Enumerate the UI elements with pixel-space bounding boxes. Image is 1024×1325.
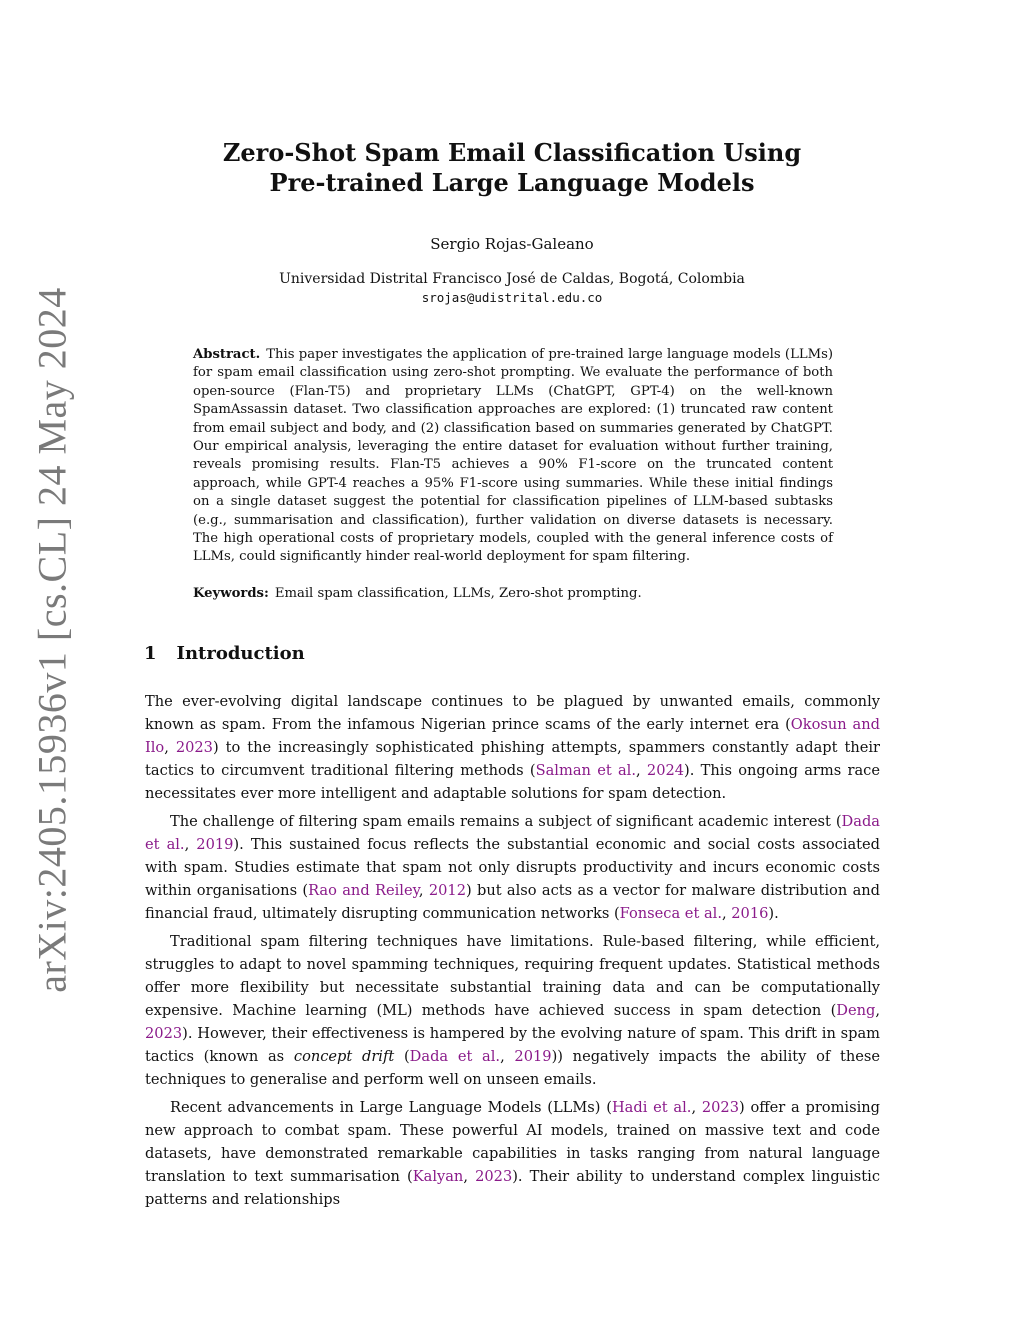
text-run: Recent advancements in Large Language Models (LLMs) (	[170, 1099, 612, 1116]
text-run: ). However, their effectiveness is hampered by the evolving nature of spam. This drift in spam tactics (known as	[145, 1025, 880, 1065]
text-run: ,	[184, 836, 197, 853]
abstract-label: Abstract.	[193, 347, 261, 362]
citation-link[interactable]: 2012	[428, 882, 466, 899]
text-run: ). Their ability to understand complex linguistic patterns and relationships	[145, 1168, 880, 1208]
text-run: ).	[768, 905, 779, 922]
author-email[interactable]: srojas@udistrital.edu.co	[421, 290, 603, 305]
text-run: ,	[500, 1048, 515, 1065]
text-run: ,	[721, 905, 732, 922]
section-heading-introduction	[144, 643, 305, 665]
citation-link[interactable]: Hadi et al.	[611, 1099, 692, 1116]
citation-link[interactable]: 2019	[514, 1048, 552, 1065]
text-run: Traditional spam filtering techniques have limitations. Rule-based filtering, while efficient, struggles to adapt to novel spamming techniques, requiring frequent updates. Statistical methods offer more flexibility but necessitate substantial training data and can be computationally expensive. Machine learning (ML) methods have achieved success in spam detection (	[145, 933, 880, 1019]
citation-link[interactable]: Kalyan	[412, 1168, 464, 1185]
author-affiliation: Universidad Distrital Francisco José de Caldas, Bogotá, Colombia	[279, 271, 745, 287]
text-run: ,	[691, 1099, 702, 1116]
keywords-text: Email spam classification, LLMs, Zero-shot prompting.	[274, 586, 642, 601]
text-run: The ever-evolving digital landscape continues to be plagued by unwanted emails, commonly known as spam. From the infamous Nigerian prince scams of the early internet era (	[145, 693, 880, 733]
citation-link[interactable]: 2023	[175, 739, 213, 756]
introduction-body	[145, 690, 880, 1216]
abstract-text: This paper investigates the application of pre-trained large language models (LLMs) for spam email classification using zero-shot prompting. We evaluate the performance of both open-source (Flan-T5) and proprietary LLMs (ChatGPT, GPT-4) on the well-known SpamAssassin dataset. Two classification approaches are explored: (1) truncated raw content from email subject and body, and (2) classification based on summaries generated by ChatGPT. Our empirical analysis, leveraging the entire dataset for evaluation without further training, reveals promising results. Flan-T5 achieves a 90% F1-score on the truncated content approach, while GPT-4 reaches a 95% F1-score using summaries. While these initial findings on a single dataset suggest the potential for classification pipelines of LLM-based subtasks (e.g., summarisation and classification), further validation on diverse datasets is necessary. The high operational costs of proprietary models, coupled with the general inference costs of LLMs, could significantly hinder real-world deployment for spam filtering.	[193, 347, 833, 565]
title-line-2: Pre-trained Large Language Models	[269, 168, 755, 197]
text-run: ,	[164, 739, 176, 756]
text-run: ,	[418, 882, 429, 899]
citation-link[interactable]: Dada et al.	[409, 1048, 501, 1065]
citation-link[interactable]: Deng	[836, 1002, 876, 1019]
text-run: ,	[875, 1002, 880, 1019]
text-run: ,	[635, 762, 647, 779]
text-run: ). This sustained focus reflects the substantial economic and social costs associated with spam. Studies estimate that spam not only disrupts productivity and incurs economic costs within organisations (	[145, 836, 880, 899]
text-run: ) offer a promising new approach to combat spam. These powerful AI models, trained on massive text and code datasets, have demonstrated remarkable capabilities in tasks ranging from natural language translation to text summarisation (	[145, 1099, 880, 1185]
text-run: )) negatively impacts the ability of these techniques to generalise and perform well on unseen emails.	[145, 1048, 881, 1088]
text-run: (	[394, 1048, 410, 1065]
title-line-1: Zero-Shot Spam Email Classification Using	[222, 138, 802, 167]
citation-link[interactable]: 2024	[646, 762, 685, 779]
section-number: 1	[144, 643, 157, 664]
citation-link[interactable]: 2023	[701, 1099, 739, 1116]
keywords	[193, 585, 833, 603]
abstract	[193, 346, 833, 567]
text-run: ) but also acts as a vector for malware distribution and financial fraud, ultimately disrupting communication networks (	[145, 882, 881, 922]
section-title: Introduction	[176, 643, 305, 664]
paper-title	[150, 138, 874, 198]
emphasis-term: concept drift	[293, 1048, 395, 1065]
text-run: ) to the increasingly sophisticated phishing attempts, spammers constantly adapt their tactics to circumvent traditional filtering methods (	[145, 739, 880, 779]
text-run: The challenge of filtering spam emails remains a subject of significant academic interest (	[170, 813, 842, 830]
paragraph-2	[145, 810, 880, 925]
arxiv-identifier[interactable]: arXiv:2405.15936v1 [cs.CL] 24 May 2024	[29, 287, 75, 993]
citation-link[interactable]: Okosun and Ilo	[145, 716, 880, 756]
citation-link[interactable]: 2019	[196, 836, 234, 853]
paragraph-1	[145, 690, 880, 805]
paragraph-3	[145, 930, 880, 1091]
citation-link[interactable]: 2023	[475, 1168, 513, 1185]
author-name: Sergio Rojas-Galeano	[430, 235, 594, 253]
text-run: ). This ongoing arms race necessitates ever more intelligent and adaptable solutions for spam detection.	[145, 762, 880, 802]
citation-link[interactable]: Fonseca et al.	[619, 905, 722, 922]
keywords-label: Keywords:	[193, 586, 269, 601]
citation-link[interactable]: Salman et al.	[535, 762, 636, 779]
citation-link[interactable]: Dada et al.	[145, 813, 880, 853]
citation-link[interactable]: Rao and Reiley	[308, 882, 419, 899]
paragraph-4	[145, 1096, 880, 1211]
citation-link[interactable]: 2023	[145, 1025, 183, 1042]
text-run: ,	[463, 1168, 476, 1185]
citation-link[interactable]: 2016	[731, 905, 769, 922]
